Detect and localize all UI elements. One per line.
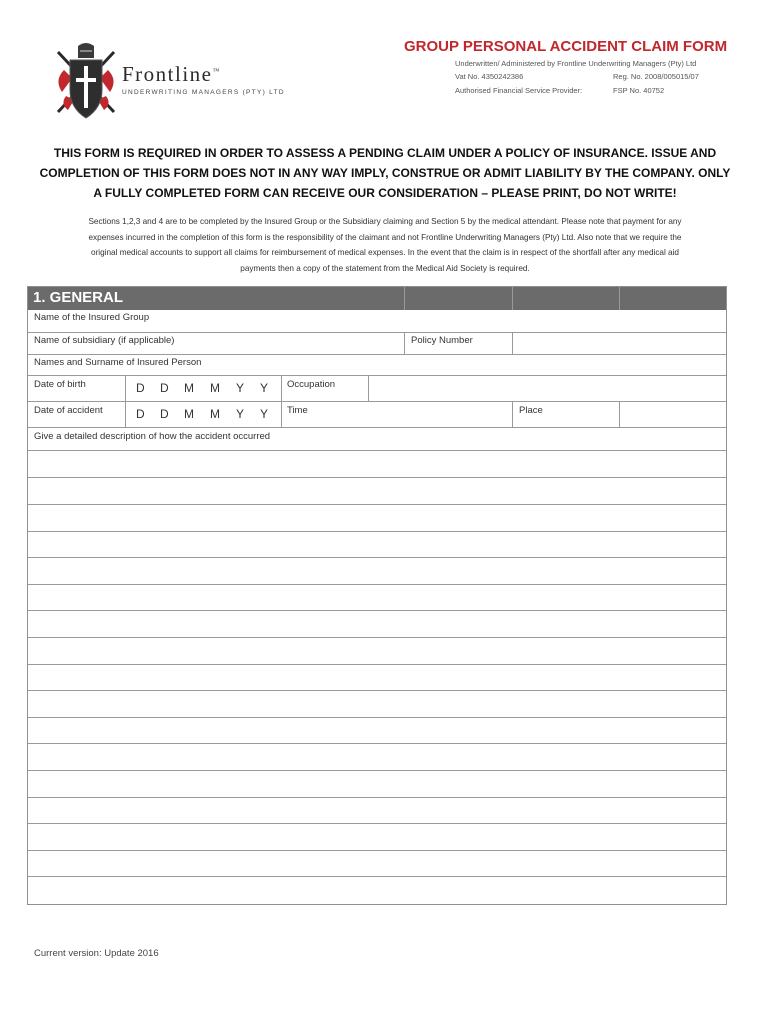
reg-number: Reg. No. 2008/005015/07 — [613, 72, 699, 81]
section-general-form — [27, 286, 727, 905]
logo-subtitle: UNDERWRITING MANAGERS (PTY) LTD — [122, 89, 285, 96]
dob-label: Date of birth — [34, 379, 86, 390]
fsp-label: Authorised Financial Service Provider: — [455, 86, 583, 95]
section-header-bar — [28, 287, 726, 310]
insured-group-label: Name of the Insured Group — [34, 312, 150, 323]
fsp-number: FSP No. 40752 — [613, 86, 665, 95]
description-field[interactable] — [28, 451, 726, 904]
insured-person-field[interactable] — [28, 355, 726, 375]
occupation-label: Occupation — [287, 379, 336, 390]
occupation-field[interactable] — [369, 376, 726, 401]
policy-number-field[interactable] — [513, 333, 726, 354]
form-title: GROUP PERSONAL ACCIDENT CLAIM FORM — [404, 38, 728, 55]
description-label: Give a detailed description of how the accident occurred — [34, 431, 271, 442]
logo-name: Frontline™ — [122, 62, 221, 86]
logo-wordmark — [122, 62, 285, 96]
doa-field[interactable]: D D M M Y Y — [136, 407, 269, 421]
place-label: Place — [519, 405, 543, 416]
place-field[interactable] — [620, 402, 726, 427]
dob-field[interactable]: D D M M Y Y — [136, 381, 269, 395]
policy-number-label: Policy Number — [411, 335, 473, 346]
time-label: Time — [287, 405, 308, 416]
doa-label: Date of accident — [34, 405, 103, 416]
section-title: 1. GENERAL — [33, 289, 124, 306]
time-field[interactable] — [326, 402, 512, 427]
underwritten-line: Underwritten/ Administered by Frontline Underwriting Managers (Pty) Ltd — [455, 59, 697, 68]
notice-text: THIS FORM IS REQUIRED IN ORDER TO ASSESS A PENDING CLAIM UNDER A POLICY OF INSURANCE. ISSUE AND COMPLETION OF THIS FORM DOES NOT IN ANY WAY IMPLY, CONSTRUE OR ADMIT LIABILITY BY THE COMPANY. ONLY A FULLY COMPLETED FORM CAN RECEIVE OUR CONSIDERATION – PLEASE PRINT, DO NOT WRITE! — [39, 146, 731, 200]
intro-text: Sections 1,2,3 and 4 are to be completed by the Insured Group or the Subsidiary claiming and Section 5 by the medical attendant. Please note that payment for any expenses incurred in the completion of this form is the responsibility of the claimant and not Frontline Underwriting Managers (Pty) Ltd. Also note that we require the original medical accounts to support all claims for reimbursement of medical expenses. In the event that the claim is in respect of the shortfall after any medical aid payments then a copy of the statement from the Medical Aid Society is required. — [88, 217, 682, 273]
subsidiary-label: Name of subsidiary (if applicable) — [34, 335, 175, 346]
subsidiary-field[interactable] — [28, 333, 404, 354]
vat-number: Vat No. 4350242386 — [455, 72, 524, 81]
insured-person-label: Names and Surname of Insured Person — [34, 357, 202, 368]
insured-group-field[interactable] — [28, 310, 726, 332]
version-footer: Current version: Update 2016 — [34, 948, 159, 959]
